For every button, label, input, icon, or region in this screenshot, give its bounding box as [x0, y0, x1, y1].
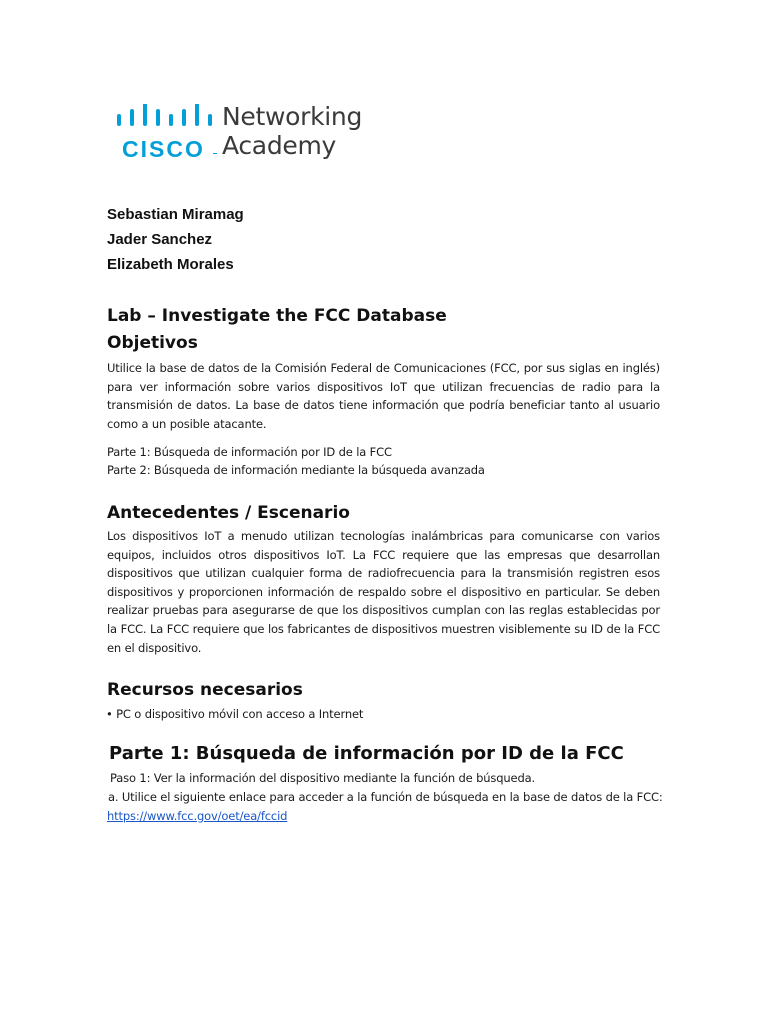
logo-line-academy: Academy	[222, 131, 337, 160]
antecedentes-paragraph: Los dispositivos IoT a menudo utilizan tecnologías inalámbricas para comunicarse con varios equipos, incluidos otros dispositivos IoT. La FCC requiere que las empresas que desarrollan dispositivos que utilizan cualquier forma de radiofrecuencia para la transmisión registren esos dispositivos y proporcionen información de respaldo sobre el dispositivo en particular. Se deben realizar pruebas para asegurarse de que los dispositivos cumplan con las reglas establecidas por la FCC. La FCC requiere que los fabricantes de dispositivos muestren visiblemente su ID de la FCC en el dispositivo.	[107, 529, 660, 655]
objetivos-heading: Objetivos	[107, 333, 198, 353]
author-name: Sebastian Miramag	[107, 206, 244, 223]
step-a-text: a. Utilice el siguiente enlace para acceder a la función de búsqueda en la base de datos de la FCC:	[108, 790, 663, 804]
lab-title: Lab – Investigate the FCC Database	[107, 306, 447, 326]
wordmark-dash	[213, 153, 217, 154]
author-name: Elizabeth Morales	[107, 256, 234, 273]
recursos-heading: Recursos necesarios	[107, 680, 303, 700]
objetivos-part-2: Parte 2: Búsqueda de información mediante la búsqueda avanzada	[107, 463, 485, 477]
parte1-heading: Parte 1: Búsqueda de información por ID de la FCC	[109, 743, 624, 764]
author-name: Jader Sanchez	[107, 231, 213, 248]
logo-line-networking: Networking	[222, 102, 363, 131]
cisco-bars-icon	[116, 104, 212, 130]
objetivos-paragraph: Utilice la base de datos de la Comisión Federal de Comunicaciones (FCC, por sus siglas en inglés) para ver información sobre varios dispositivos IoT que utilizan frecuencias de radio para la transmisión de datos. La base de datos tiene información que podría beneficiar tanto al usuario como a un posible atacante.	[107, 361, 660, 431]
cisco-wordmark: CISCO	[122, 136, 205, 162]
fcc-search-link[interactable]: https://www.fcc.gov/oet/ea/fccid	[107, 809, 288, 823]
paso-1-text: Paso 1: Ver la información del dispositivo mediante la función de búsqueda.	[110, 771, 535, 785]
antecedentes-heading: Antecedentes / Escenario	[107, 503, 350, 523]
author-list	[107, 202, 244, 277]
objetivos-part-1: Parte 1: Búsqueda de información por ID de la FCC	[107, 445, 392, 459]
recursos-bullet-item: • PC o dispositivo móvil con acceso a Internet	[106, 707, 364, 721]
cisco-networking-academy-logo	[116, 104, 376, 166]
logo-text	[222, 102, 362, 160]
